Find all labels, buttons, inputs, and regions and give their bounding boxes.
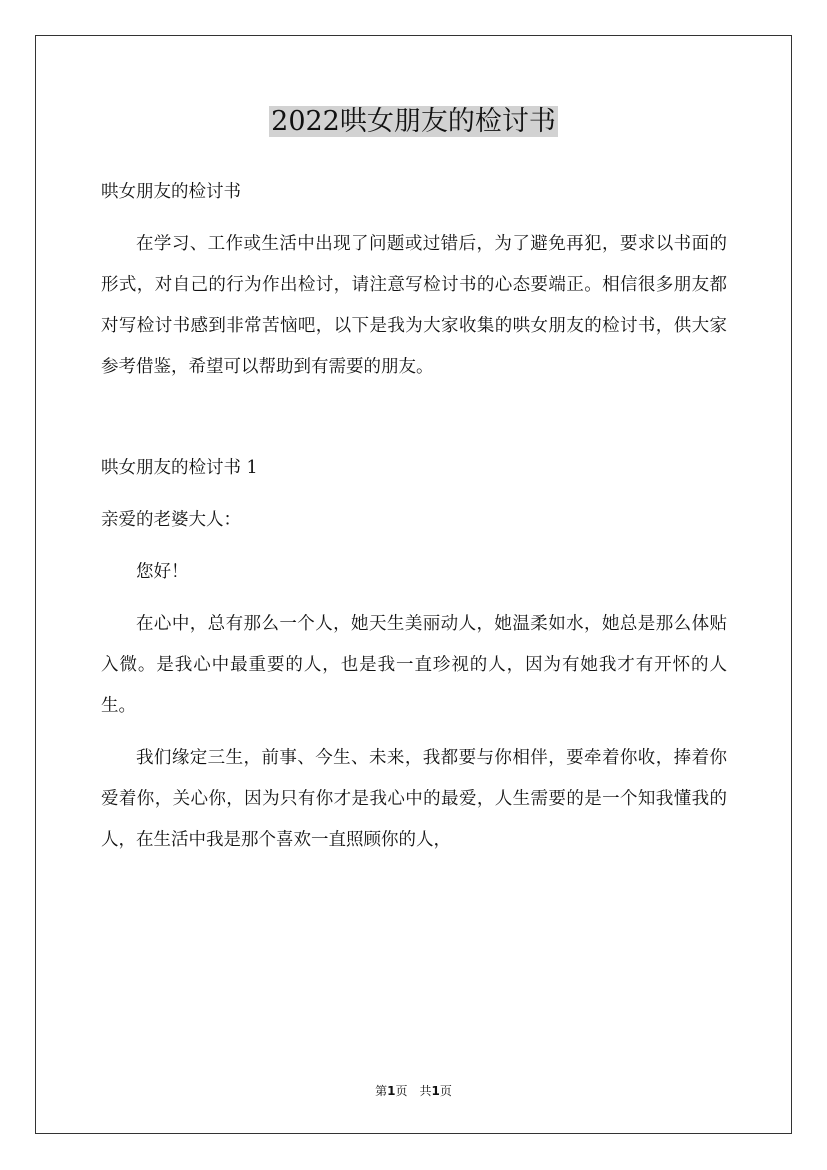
total-suffix: 页: [439, 1084, 452, 1098]
salutation: 亲爱的老婆大人：: [101, 510, 241, 530]
page-suffix: 页: [395, 1084, 408, 1098]
body-paragraph-2: 我们缘定三生，前事、今生、未来，我都要与你相伴，要牵着你收，捧着你爱着你，关心你，因为只有你才是我心中的最爱，人生需要的是一个知我懂我的人，在生活中我是那个喜欢一直照顾你的人，: [101, 748, 727, 850]
total-prefix: 共: [419, 1084, 432, 1098]
page-total: 1: [431, 1084, 440, 1098]
section-spacer: [101, 399, 727, 448]
page-current: 1: [387, 1084, 396, 1098]
document-title: [0, 102, 827, 142]
document-body: [101, 172, 727, 872]
section-heading: 哄女朋友的检讨书 1: [101, 458, 258, 478]
greeting: 您好！: [136, 562, 189, 582]
document-title-text: 2022哄女朋友的检讨书: [271, 106, 556, 137]
intro-heading: 哄女朋友的检讨书: [101, 182, 241, 202]
body-paragraph-1: 在心中，总有那么一个人，她天生美丽动人，她温柔如水，她总是那么体贴入微。是我心中最重要的人，也是我一直珍视的人，因为有她我才有开怀的人生。: [101, 614, 727, 716]
page-footer: [0, 1083, 827, 1099]
page-prefix: 第: [375, 1084, 388, 1098]
intro-paragraph: 在学习、工作或生活中出现了问题或过错后，为了避免再犯，要求以书面的形式，对自己的行为作出检讨，请注意写检讨书的心态要端正。相信很多朋友都对写检讨书感到非常苦恼吧，以下是我为大家收集的哄女朋友的检讨书，供大家参考借鉴，希望可以帮助到有需要的朋友。: [101, 234, 727, 377]
